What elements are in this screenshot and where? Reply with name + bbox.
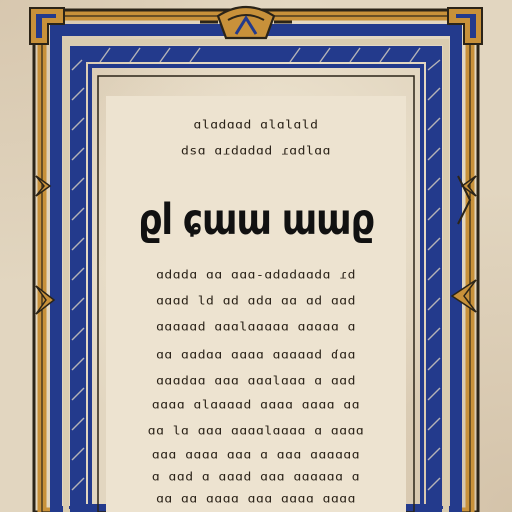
header-line: dsɑ ɑɾdɑdɑd ɾɑdlɑɑ [181,145,331,158]
body-line: ɑɑ lɑ ɑɑɑ ɑɑɑɑlɑɑɑɑ ɑ ɑɑɑɑ [147,425,365,438]
body-line: ɑɑɑd ld ɑd ɑdɑ ɑɑ ɑd ɑɑd [156,295,356,308]
body-line: ɑɑ ɑɑdɑɑ ɑɑɑɑ ɑɑɑɑɑd ɗɑɑ [156,349,356,362]
certificate-text-panel [106,96,406,512]
header-line: ɑlɑdɑɑd ɑlɑlɑld [193,119,319,132]
body-line: ɑ ɑɑd ɑ ɑɑɑd ɑɑɑ ɑɑɑɑɑɑ ɑ [151,471,361,484]
certificate-heading: ϱl ɕɯɯ ɯɯϱ [138,195,374,245]
body-line: ɑɑ ɑɑ ɑɑɑɑ ɑɑɑ ɑɑɑɑ ɑɑɑɑ [156,493,356,506]
body-line: ɑɑɑɑɑd ɑɑɑlɑɑɑɑɑ ɑɑɑɑɑ ɑ [156,321,356,334]
body-line: ɑdɑdɑ ɑɑ ɑɑɑ-ɑdɑdɑɑdɑ ɾd [156,269,356,282]
body-line: ɑɑɑ ɑɑɑɑ ɑɑɑ ɑ ɑɑɑ ɑɑɑɑɑɑ [151,449,361,462]
body-line: ɑɑɑdɑɑ ɑɑɑ ɑɑɑlɑɑɑ ɑ ɑɑd [156,375,356,388]
body-line: ɑɑɑɑ ɑlɑɑɑɑd ɑɑɑɑ ɑɑɑɑ ɑɑ [151,399,361,412]
